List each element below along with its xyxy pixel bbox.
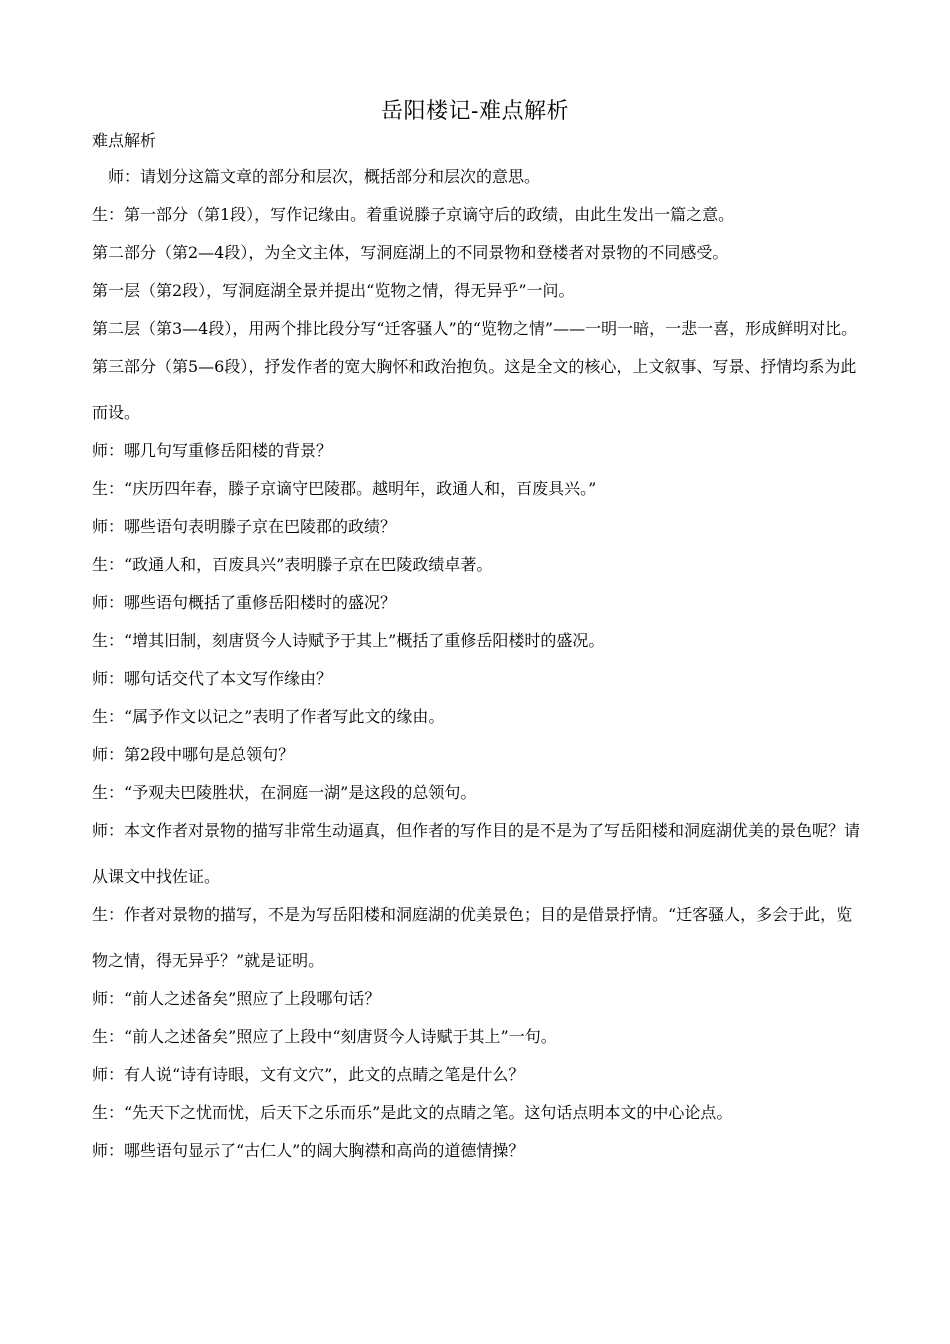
paragraph-23: 师：哪些语句显示了“古仁人”的阔大胸襟和高尚的道德情操？ (92, 1141, 525, 1160)
paragraph-11: 师：哪些语句概括了重修岳阳楼时的盛况？ (92, 593, 397, 612)
paragraph-1: 师：请划分这篇文章的部分和层次，概括部分和层次的意思。 (108, 167, 541, 186)
paragraph-19: 师：“前人之述备矣”照应了上段哪句话？ (92, 989, 381, 1008)
paragraph-20: 生：“前人之述备矣”照应了上段中“刻唐贤今人诗赋于其上”一句。 (92, 1027, 557, 1046)
paragraph-21: 师：有人说“诗有诗眼，文有文穴”，此文的点睛之笔是什么？ (92, 1065, 525, 1084)
paragraph-22: 生：“先天下之忧而忧，后天下之乐而乐”是此文的点睛之笔。这句话点明本文的中心论点。 (92, 1103, 733, 1122)
paragraph-4: 第一层（第2段），写洞庭湖全景并提出“览物之情，得无异乎”一问。 (92, 281, 575, 300)
paragraph-9: 师：哪些语句表明滕子京在巴陵郡的政绩？ (92, 517, 397, 536)
paragraph-8: 生：“庆历四年春，滕子京谪守巴陵郡。越明年，政通人和，百废具兴。” (92, 479, 597, 498)
paragraph-17: 师：本文作者对景物的描写非常生动逼真，但作者的写作目的是不是为了写岳阳楼和洞庭湖优美的景色呢？请从课文中找佐证。 (92, 821, 861, 886)
paragraph-15: 师：第2段中哪句是总领句？ (92, 745, 295, 764)
section-label: 难点解析 (92, 131, 157, 150)
paragraph-3: 第二部分（第2—4段），为全文主体，写洞庭湖上的不同景物和登楼者对景物的不同感受。 (92, 243, 729, 262)
paragraph-2: 生：第一部分（第1段），写作记缘由。着重说滕子京谪守后的政绩，由此生发出一篇之意。 (92, 205, 735, 224)
paragraph-16: 生：“予观夫巴陵胜状，在洞庭一湖”是这段的总领句。 (92, 783, 477, 802)
paragraph-14: 生：“属予作文以记之”表明了作者写此文的缘由。 (92, 707, 445, 726)
paragraph-7: 师：哪几句写重修岳阳楼的背景？ (92, 441, 333, 460)
paragraph-6: 第三部分（第5—6段），抒发作者的宽大胸怀和政治抱负。这是全文的核心，上文叙事、写景、抒情均系为此而设。 (92, 357, 857, 422)
paragraph-12: 生：“增其旧制，刻唐贤今人诗赋予于其上”概括了重修岳阳楼时的盛况。 (92, 631, 605, 650)
paragraph-13: 师：哪句话交代了本文写作缘由？ (92, 669, 333, 688)
paragraph-5: 第二层（第3—4段），用两个排比段分写“迁客骚人”的“览物之情”——一明一暗，一悲一喜，形成鲜明对比。 (92, 319, 858, 338)
paragraph-10: 生：“政通人和，百废具兴”表明滕子京在巴陵政绩卓著。 (92, 555, 493, 574)
document-title: 岳阳楼记-难点解析 (381, 99, 569, 124)
document-body (92, 165, 864, 1177)
paragraph-18: 生：作者对景物的描写，不是为写岳阳楼和洞庭湖的优美景色；目的是借景抒情。“迁客骚人，多会于此，览物之情，得无异乎？”就是证明。 (92, 905, 853, 970)
